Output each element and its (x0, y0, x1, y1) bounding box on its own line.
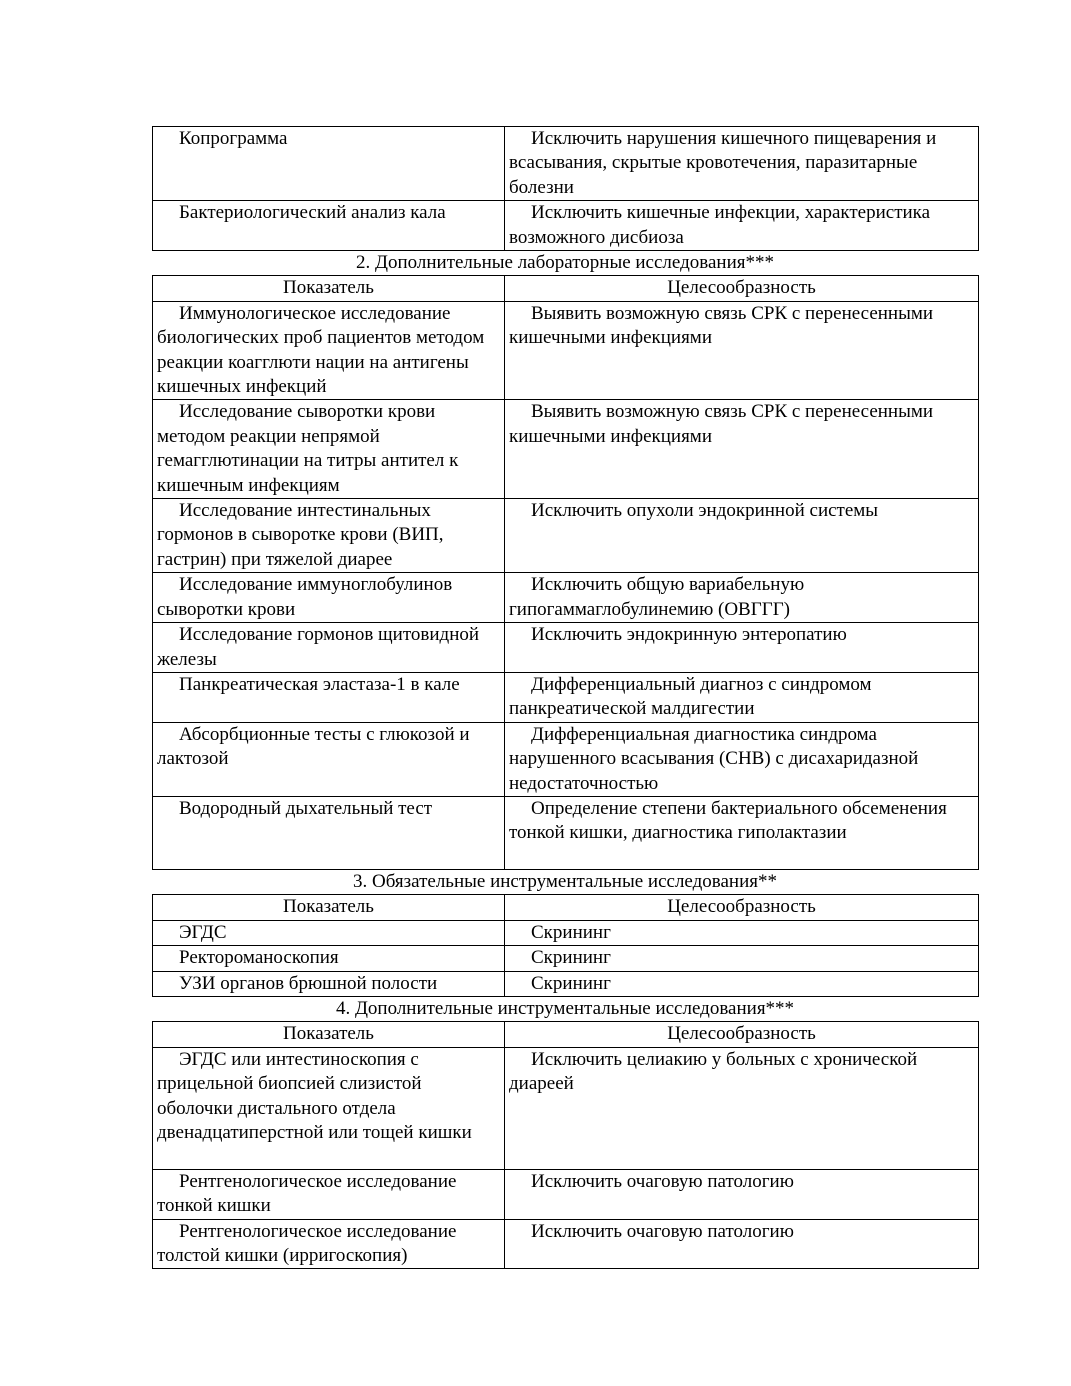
column-header-indicator: Показатель (153, 895, 505, 920)
table-row (153, 971, 979, 996)
table-additional-instrumental (152, 1021, 979, 1269)
indicator-cell: Рентгенологическое исследование тонкой кишки (153, 1169, 505, 1219)
table-mandatory-instrumental (152, 894, 979, 997)
table-row (153, 301, 979, 400)
indicator-cell: ЭГДС (153, 920, 505, 945)
indicator-cell: Абсорбционные тесты с глюкозой и лактозой (153, 722, 505, 796)
table-header-row (153, 1022, 979, 1047)
indicator-cell: Исследование иммуноглобулинов сыворотки крови (153, 573, 505, 623)
indicator-cell: Иммунологическое исследование биологических проб пациентов методом реакции коагглюти нации на антигены кишечных инфекций (153, 301, 505, 400)
purpose-cell: Выявить возможную связь СРК с перенесенными кишечными инфекциями (505, 400, 979, 499)
purpose-cell: Дифференциальная диагностика синдрома нарушенного всасывания (СНВ) с дисахаридазной недостаточностью (505, 722, 979, 796)
table-row (153, 946, 979, 971)
purpose-cell: Исключить нарушения кишечного пищеварения и всасывания, скрытые кровотечения, паразитарные болезни (505, 127, 979, 201)
purpose-cell: Исключить кишечные инфекции, характеристика возможного дисбиоза (505, 201, 979, 251)
table-header-row (153, 895, 979, 920)
table-row (153, 672, 979, 722)
section-title-mandatory-instrumental: 3. Обязательные инструментальные исследования** (352, 870, 778, 892)
section-title-additional-instrumental: 4. Дополнительные инструментальные исследования*** (335, 997, 795, 1019)
table-row (153, 499, 979, 573)
column-header-purpose: Целесообразность (505, 276, 979, 301)
table-mandatory-lab (152, 126, 979, 251)
indicator-cell: Панкреатическая эластаза-1 в кале (153, 672, 505, 722)
column-header-purpose: Целесообразность (505, 1022, 979, 1047)
purpose-cell: Исключить эндокринную энтеропатию (505, 623, 979, 673)
indicator-cell: Ректороманоскопия (153, 946, 505, 971)
purpose-cell: Исключить очаговую патологию (505, 1219, 979, 1269)
indicator-cell: УЗИ органов брюшной полости (153, 971, 505, 996)
purpose-cell: Исключить целиакию у больных с хронической диареей (505, 1047, 979, 1169)
table-row (153, 1169, 979, 1219)
indicator-cell: Копрограмма (153, 127, 505, 201)
purpose-cell: Скрининг (505, 946, 979, 971)
section-title-additional-lab: 2. Дополнительные лабораторные исследования*** (356, 252, 774, 274)
table-row (153, 920, 979, 945)
indicator-cell: Исследование интестинальных гормонов в сыворотке крови (ВИП, гастрин) при тяжелой диарее (153, 499, 505, 573)
column-header-indicator: Показатель (153, 1022, 505, 1047)
purpose-cell: Исключить очаговую патологию (505, 1169, 979, 1219)
table-header-row (153, 276, 979, 301)
document-page (152, 126, 978, 1269)
table-row (153, 400, 979, 499)
purpose-cell: Выявить возможную связь СРК с перенесенными кишечными инфекциями (505, 301, 979, 400)
purpose-cell: Скрининг (505, 920, 979, 945)
indicator-cell: Водородный дыхательный тест (153, 796, 505, 869)
purpose-cell: Исключить опухоли эндокринной системы (505, 499, 979, 573)
purpose-cell: Скрининг (505, 971, 979, 996)
table-row (153, 1047, 979, 1169)
table-row (153, 573, 979, 623)
purpose-cell: Исключить общую вариабельную гипогаммаглобулинемию (ОВГГГ) (505, 573, 979, 623)
table-row (153, 127, 979, 201)
column-header-purpose: Целесообразность (505, 895, 979, 920)
indicator-cell: Исследование гормонов щитовидной железы (153, 623, 505, 673)
indicator-cell: Рентгенологическое исследование толстой кишки (ирригоскопия) (153, 1219, 505, 1269)
column-header-indicator: Показатель (153, 276, 505, 301)
indicator-cell: Бактериологический анализ кала (153, 201, 505, 251)
indicator-cell: Исследование сыворотки крови методом реакции непрямой гемагглютинации на титры антител к кишечным инфекциям (153, 400, 505, 499)
table-row (153, 1219, 979, 1269)
table-row (153, 623, 979, 673)
indicator-cell: ЭГДС или интестиноскопия с прицельной биопсией слизистой оболочки дистального отдела двенадцатиперстной или тощей кишки (153, 1047, 505, 1169)
purpose-cell: Определение степени бактериального обсеменения тонкой кишки, диагностика гиполактазии (505, 796, 979, 869)
purpose-cell: Дифференциальный диагноз с синдромом панкреатической малдигестии (505, 672, 979, 722)
table-additional-lab (152, 275, 979, 870)
table-row (153, 722, 979, 796)
table-row (153, 796, 979, 869)
table-row (153, 201, 979, 251)
